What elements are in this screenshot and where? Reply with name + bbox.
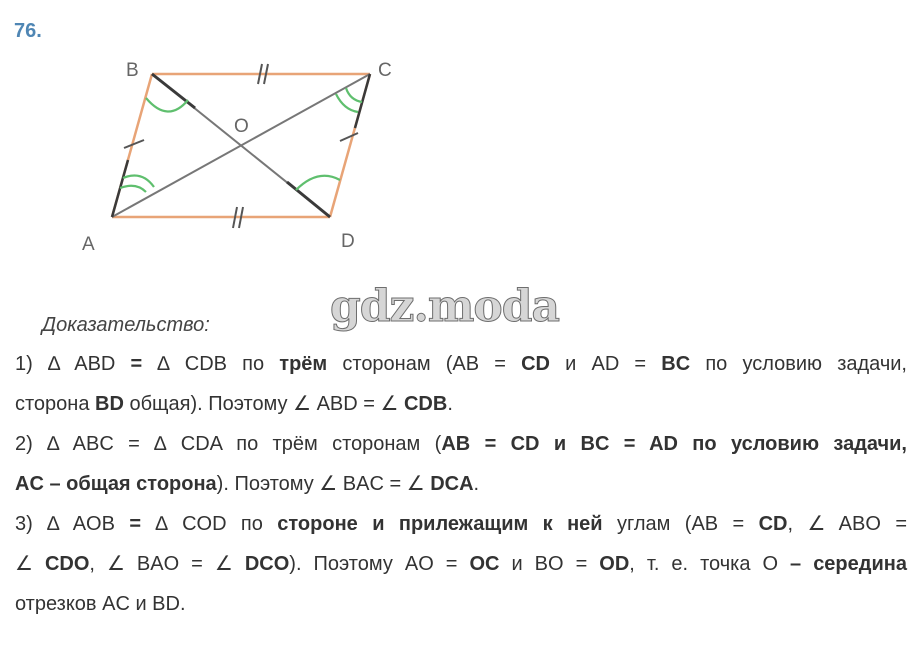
item-3-line-1: 3) ∆ AOB = ∆ COD по стороне и прилежащим к ней углам (AB = CD, ∠ ABO = [15, 513, 907, 535]
angle-arc-b [146, 98, 188, 112]
tick-cd [340, 133, 358, 141]
bd-highlight-d [287, 182, 330, 217]
angle-arc-a-1 [120, 186, 146, 192]
label-d: D [341, 231, 355, 252]
watermark: gdz.moda [330, 281, 560, 332]
proof-title: Доказательство: [42, 314, 210, 336]
item-3-line-3: отрезков AC и BD. [15, 593, 186, 615]
angle-arc-d [296, 176, 340, 190]
item-2-line-1: 2) ∆ ABC = ∆ CDA по трём сторонам (AB = CD и BC = AD по условию задачи, [15, 433, 907, 455]
item-1-line-2: сторона BD общая). Поэтому ∠ ABD = ∠ CDB. [15, 393, 453, 415]
bd-highlight-b [152, 74, 195, 108]
label-c: C [378, 60, 392, 81]
item-1-line-1: 1) ∆ ABD = ∆ CDB по трём сторонам (AB = CD и AD = BC по условию задачи, [15, 353, 907, 375]
item-3-line-2: ∠ CDO, ∠ BAO = ∠ DCO). Поэтому AO = OC и BO = OD, т. е. точка O – середина [15, 553, 907, 575]
item-2-line-2: AC – общая сторона). Поэтому ∠ BAC = ∠ DCA. [15, 473, 480, 495]
label-o: O [234, 116, 249, 137]
task-number: 76. [14, 20, 42, 42]
angle-arc-c-2 [336, 94, 358, 112]
angle-arc-c-1 [346, 88, 362, 102]
label-a: A [82, 234, 95, 255]
parallelogram-figure [0, 0, 914, 280]
label-b: B [126, 60, 139, 81]
